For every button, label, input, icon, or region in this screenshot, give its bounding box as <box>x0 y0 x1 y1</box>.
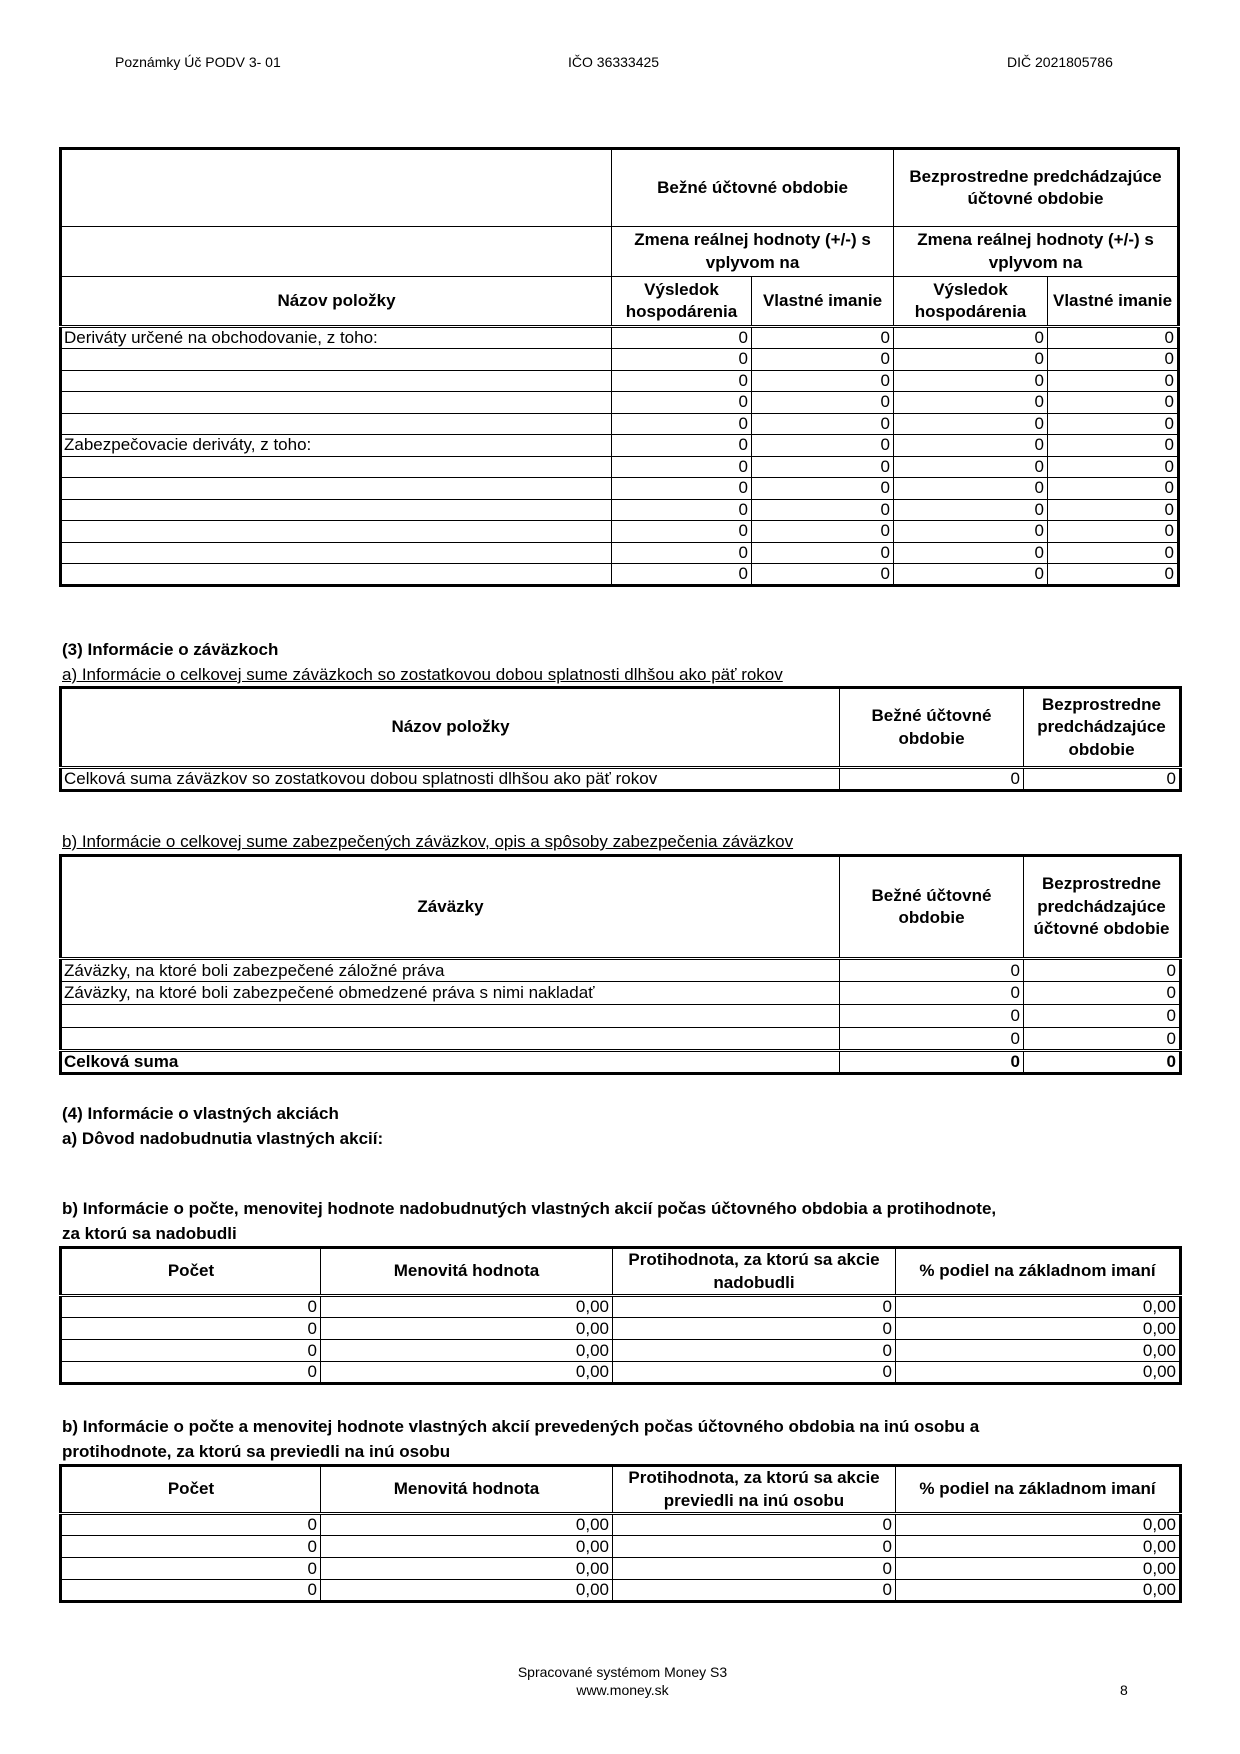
table-row <box>61 768 1181 791</box>
value-nominal: 0,00 <box>321 1580 613 1602</box>
row-label <box>61 392 612 414</box>
row-value: 0 <box>612 435 752 457</box>
header-previous-period: Bezprostredne predchádzajúce obdobie <box>1024 688 1181 768</box>
value-nominal: 0,00 <box>321 1536 613 1558</box>
row-label: Záväzky, na ktoré boli zabezpečené obmedzené práva s nimi nakladať <box>61 982 840 1005</box>
row-label <box>61 1005 840 1028</box>
value-previous: 0 <box>1024 1005 1181 1028</box>
row-value: 0 <box>894 327 1048 349</box>
value-count: 0 <box>61 1580 321 1602</box>
row-value: 0 <box>1048 499 1179 521</box>
row-value: 0 <box>894 456 1048 478</box>
table-row <box>61 1536 1181 1558</box>
footer-website: www.money.sk <box>576 1682 669 1698</box>
row-value: 0 <box>894 564 1048 586</box>
value-count: 0 <box>61 1558 321 1580</box>
value-count: 0 <box>61 1296 321 1318</box>
table-row <box>61 521 1179 543</box>
value-current: 0 <box>840 768 1024 791</box>
value-consideration: 0 <box>613 1340 896 1362</box>
footer-software: Spracované systémom Money S3 <box>517 1664 728 1680</box>
row-label <box>61 1028 840 1051</box>
value-consideration: 0 <box>613 1580 896 1602</box>
row-value: 0 <box>894 349 1048 371</box>
row-value: 0 <box>612 392 752 414</box>
row-value: 0 <box>752 349 894 371</box>
row-value: 0 <box>612 542 752 564</box>
total-current: 0 <box>840 1051 1024 1074</box>
row-value: 0 <box>1048 327 1179 349</box>
table-row <box>61 1318 1181 1340</box>
row-value: 0 <box>1048 456 1179 478</box>
value-count: 0 <box>61 1362 321 1384</box>
header-item-name: Názov položky <box>61 277 612 327</box>
value-consideration: 0 <box>613 1558 896 1580</box>
header-nominal: Menovitá hodnota <box>321 1466 613 1514</box>
section4b2-title-line1: b) Informácie o počte a menovitej hodnote vlastných akcií prevedených počas účtovného obdobia na inú osobu a <box>62 1417 980 1436</box>
table-row <box>61 327 1179 349</box>
section4-title: (4) Informácie o vlastných akciách <box>62 1104 339 1123</box>
row-value: 0 <box>894 413 1048 435</box>
value-current: 0 <box>840 959 1024 982</box>
header-form-name: Poznámky Úč PODV 3- 01 <box>115 54 281 70</box>
header-previous-period: Bezprostredne predchádzajúce účtovné obdobie <box>894 149 1179 227</box>
value-current: 0 <box>840 1028 1024 1051</box>
table-row <box>61 435 1179 457</box>
row-value: 0 <box>894 435 1048 457</box>
acquired-shares-table <box>59 1246 1182 1385</box>
row-value: 0 <box>1048 478 1179 500</box>
row-label <box>61 413 612 435</box>
header-current-period: Bežné účtovné obdobie <box>840 688 1024 768</box>
row-value: 0 <box>612 499 752 521</box>
row-label <box>61 370 612 392</box>
value-share: 0,00 <box>896 1296 1181 1318</box>
row-value: 0 <box>752 521 894 543</box>
value-nominal: 0,00 <box>321 1558 613 1580</box>
value-count: 0 <box>61 1340 321 1362</box>
page-number: 8 <box>1120 1682 1128 1698</box>
row-value: 0 <box>752 478 894 500</box>
header-nominal: Menovitá hodnota <box>321 1248 613 1296</box>
value-nominal: 0,00 <box>321 1362 613 1384</box>
row-value: 0 <box>612 370 752 392</box>
row-value: 0 <box>752 456 894 478</box>
row-value: 0 <box>752 392 894 414</box>
value-share: 0,00 <box>896 1362 1181 1384</box>
section4b1-title-line2: za ktorú sa nadobudli <box>62 1224 237 1243</box>
value-nominal: 0,00 <box>321 1296 613 1318</box>
header-consideration: Protihodnota, za ktorú sa akcie previedli na inú osobu <box>613 1466 896 1514</box>
value-previous: 0 <box>1024 959 1181 982</box>
row-value: 0 <box>894 499 1048 521</box>
value-share: 0,00 <box>896 1318 1181 1340</box>
value-previous: 0 <box>1024 982 1181 1005</box>
table-row <box>61 542 1179 564</box>
table-row <box>61 499 1179 521</box>
header-blank <box>61 149 612 227</box>
row-value: 0 <box>1048 349 1179 371</box>
row-value: 0 <box>1048 392 1179 414</box>
row-value: 0 <box>1048 413 1179 435</box>
value-share: 0,00 <box>896 1580 1181 1602</box>
header-result: Výsledok hospodárenia <box>894 277 1048 327</box>
row-value: 0 <box>612 564 752 586</box>
value-count: 0 <box>61 1536 321 1558</box>
header-change-previous: Zmena reálnej hodnoty (+/-) s vplyvom na <box>894 227 1179 277</box>
total-row <box>61 1051 1181 1074</box>
value-consideration: 0 <box>613 1362 896 1384</box>
header-liabilities: Záväzky <box>61 856 840 959</box>
table-row <box>61 349 1179 371</box>
header-count: Počet <box>61 1466 321 1514</box>
header-share: % podiel na základnom imaní <box>896 1248 1181 1296</box>
row-value: 0 <box>1048 564 1179 586</box>
header-change-current: Zmena reálnej hodnoty (+/-) s vplyvom na <box>612 227 894 277</box>
row-value: 0 <box>752 435 894 457</box>
section3a-title: a) Informácie o celkovej sume záväzkoch so zostatkovou dobou splatnosti dlhšou ako päť rokov <box>62 665 783 684</box>
table-row <box>61 478 1179 500</box>
row-value: 0 <box>752 370 894 392</box>
row-value: 0 <box>612 456 752 478</box>
value-share: 0,00 <box>896 1536 1181 1558</box>
row-value: 0 <box>752 542 894 564</box>
value-consideration: 0 <box>613 1536 896 1558</box>
table-row <box>61 1580 1181 1602</box>
value-current: 0 <box>840 982 1024 1005</box>
total-previous: 0 <box>1024 1051 1181 1074</box>
value-share: 0,00 <box>896 1514 1181 1536</box>
header-ico: IČO 36333425 <box>568 54 660 70</box>
transferred-shares-table <box>59 1464 1182 1603</box>
row-value: 0 <box>612 478 752 500</box>
row-label <box>61 478 612 500</box>
value-current: 0 <box>840 1005 1024 1028</box>
table-row <box>61 1296 1181 1318</box>
value-count: 0 <box>61 1514 321 1536</box>
header-result: Výsledok hospodárenia <box>612 277 752 327</box>
row-value: 0 <box>1048 521 1179 543</box>
table-row <box>61 392 1179 414</box>
row-label: Deriváty určené na obchodovanie, z toho: <box>61 327 612 349</box>
row-value: 0 <box>612 349 752 371</box>
row-label <box>61 456 612 478</box>
table-row <box>61 564 1179 586</box>
row-value: 0 <box>1048 435 1179 457</box>
value-share: 0,00 <box>896 1558 1181 1580</box>
row-label <box>61 542 612 564</box>
header-count: Počet <box>61 1248 321 1296</box>
row-label <box>61 499 612 521</box>
value-share: 0,00 <box>896 1340 1181 1362</box>
value-previous: 0 <box>1024 1028 1181 1051</box>
header-equity: Vlastné imanie <box>1048 277 1179 327</box>
value-nominal: 0,00 <box>321 1340 613 1362</box>
table-row <box>61 1558 1181 1580</box>
row-value: 0 <box>894 392 1048 414</box>
header-share: % podiel na základnom imaní <box>896 1466 1181 1514</box>
value-nominal: 0,00 <box>321 1514 613 1536</box>
long-term-liabilities-table <box>59 686 1182 792</box>
secured-liabilities-table <box>59 854 1182 1075</box>
row-label <box>61 564 612 586</box>
table-row <box>61 982 1181 1005</box>
value-nominal: 0,00 <box>321 1318 613 1340</box>
table-row <box>61 959 1181 982</box>
row-value: 0 <box>752 413 894 435</box>
table-row <box>61 1362 1181 1384</box>
row-label: Celková suma záväzkov so zostatkovou dobou splatnosti dlhšou ako päť rokov <box>61 768 840 791</box>
row-value: 0 <box>752 499 894 521</box>
table-row <box>61 1514 1181 1536</box>
section3b-title: b) Informácie o celkovej sume zabezpečených záväzkov, opis a spôsoby zabezpečenia záväzkov <box>62 832 794 851</box>
header-previous-period: Bezprostredne predchádzajúce účtovné obdobie <box>1024 856 1181 959</box>
table-row <box>61 413 1179 435</box>
row-value: 0 <box>894 370 1048 392</box>
header-current-period: Bežné účtovné obdobie <box>840 856 1024 959</box>
section4a-title: a) Dôvod nadobudnutia vlastných akcií: <box>62 1129 384 1148</box>
header-current-period: Bežné účtovné obdobie <box>612 149 894 227</box>
value-consideration: 0 <box>613 1296 896 1318</box>
row-value: 0 <box>612 327 752 349</box>
table-row <box>61 1005 1181 1028</box>
table-row <box>61 456 1179 478</box>
value-consideration: 0 <box>613 1318 896 1340</box>
row-label <box>61 521 612 543</box>
value-previous: 0 <box>1024 768 1181 791</box>
header-equity: Vlastné imanie <box>752 277 894 327</box>
section4b1-title-line1: b) Informácie o počte, menovitej hodnote nadobudnutých vlastných akcií počas účtovného obdobia a protihodnote, <box>62 1199 997 1218</box>
header-item-name: Názov položky <box>61 688 840 768</box>
row-value: 0 <box>612 413 752 435</box>
header-blank <box>61 227 612 277</box>
header-consideration: Protihodnota, za ktorú sa akcie nadobudli <box>613 1248 896 1296</box>
row-value: 0 <box>752 564 894 586</box>
table-row <box>61 1028 1181 1051</box>
row-value: 0 <box>894 542 1048 564</box>
section4b2-title-line2: protihodnote, za ktorú sa previedli na inú osobu <box>62 1442 451 1461</box>
row-value: 0 <box>752 327 894 349</box>
row-label: Zabezpečovacie deriváty, z toho: <box>61 435 612 457</box>
header-dic: DIČ 2021805786 <box>1007 54 1113 70</box>
row-value: 0 <box>894 478 1048 500</box>
row-value: 0 <box>1048 542 1179 564</box>
table-row <box>61 1340 1181 1362</box>
value-consideration: 0 <box>613 1514 896 1536</box>
section3-title: (3) Informácie o záväzkoch <box>62 640 279 659</box>
row-value: 0 <box>612 521 752 543</box>
table-row <box>61 370 1179 392</box>
total-label: Celková suma <box>61 1051 840 1074</box>
value-count: 0 <box>61 1318 321 1340</box>
derivatives-table <box>59 147 1180 587</box>
row-value: 0 <box>1048 370 1179 392</box>
row-value: 0 <box>894 521 1048 543</box>
row-label: Záväzky, na ktoré boli zabezpečené záložné práva <box>61 959 840 982</box>
row-label <box>61 349 612 371</box>
